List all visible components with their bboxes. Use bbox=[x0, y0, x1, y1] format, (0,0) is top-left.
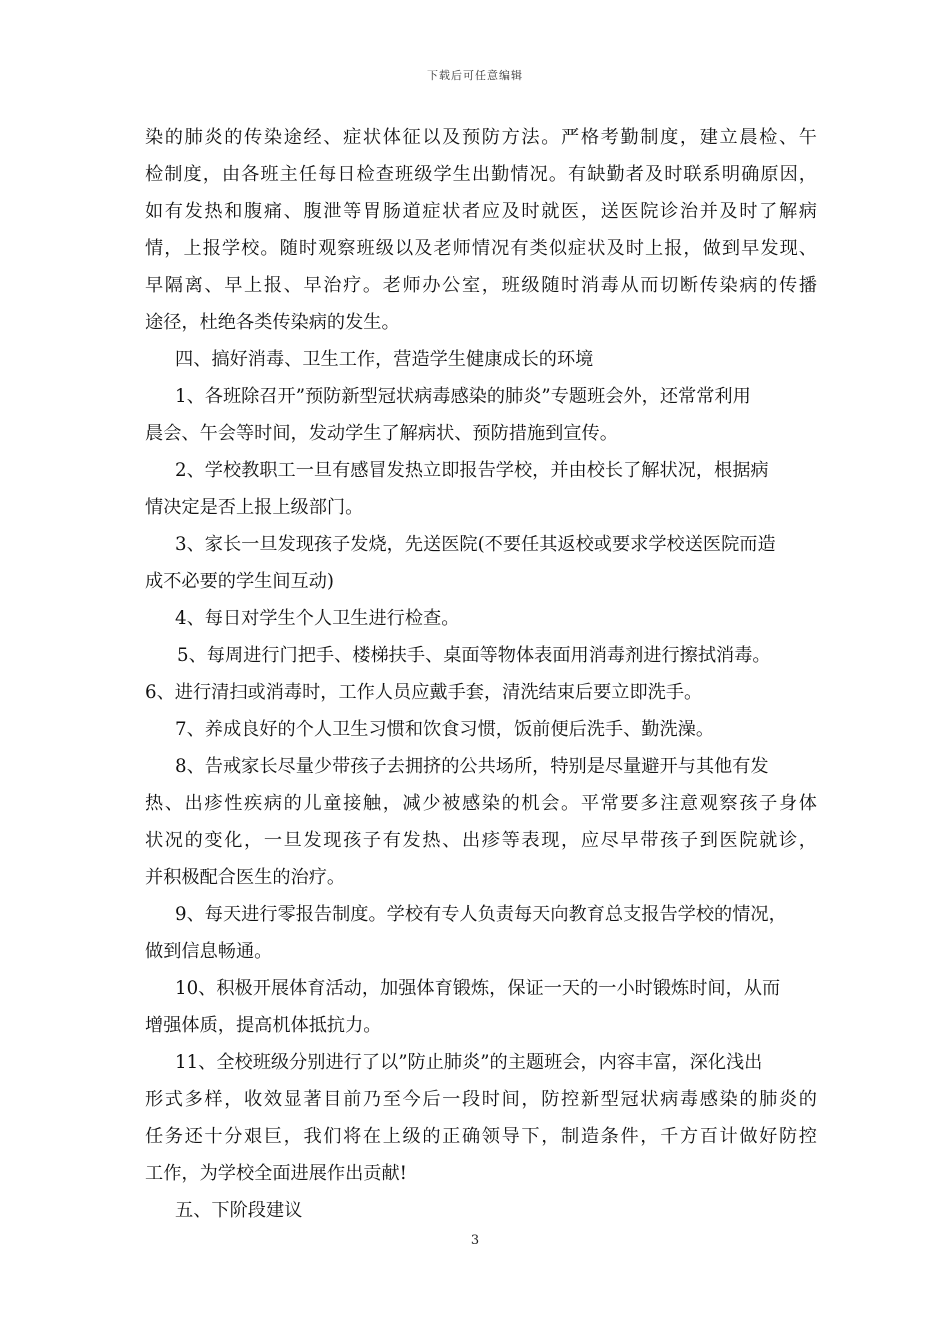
text-line: 形式多样，收效显著目前乃至今后一段时间，防控新型冠状病毒感染的肺炎的 bbox=[145, 1089, 817, 1110]
text-line: 4、每日对学生个人卫生进行检查。 bbox=[175, 608, 460, 629]
text-line: 1、各班除召开”预防新型冠状病毒感染的肺炎”专题班会外，还常常利用 bbox=[175, 386, 751, 407]
text-line: 工作，为学校全面进展作出贡献! bbox=[145, 1163, 407, 1184]
text-line: 5、每周进行门把手、楼梯扶手、桌面等物体表面用消毒剂进行擦拭消毒。 bbox=[177, 645, 771, 666]
text-line: 状况的变化，一旦发现孩子有发热、出疹等表现，应尽早带孩子到医院就诊， bbox=[145, 830, 817, 851]
text-line: 增强体质，提高机体抵抗力。 bbox=[145, 1015, 382, 1036]
text-line: 3、家长一旦发现孩子发烧，先送医院(不要任其返校或要求学校送医院而造 bbox=[175, 534, 776, 555]
text-line: 成不必要的学生间互动) bbox=[145, 571, 334, 592]
body-text bbox=[145, 119, 817, 1229]
section-heading: 四、搞好消毒、卫生工作，营造学生健康成长的环境 bbox=[175, 349, 594, 370]
text-line: 情，上报学校。随时观察班级以及老师情况有类似症状及时上报，做到早发现、 bbox=[145, 238, 817, 259]
text-line: 2、学校教职工一旦有感冒发热立即报告学校，并由校长了解状况，根据病 bbox=[175, 460, 769, 481]
text-line: 晨会、午会等时间，发动学生了解病状、预防措施到宣传。 bbox=[145, 423, 618, 444]
text-line: 染的肺炎的传染途经、症状体征以及预防方法。严格考勤制度，建立晨检、午 bbox=[145, 127, 817, 148]
text-line: 早隔离、早上报、早治疗。老师办公室，班级随时消毒从而切断传染病的传播 bbox=[145, 275, 817, 296]
text-line: 检制度，由各班主任每日检查班级学生出勤情况。有缺勤者及时联系明确原因， bbox=[145, 164, 817, 185]
text-line: 情决定是否上报上级部门。 bbox=[145, 497, 364, 518]
text-line: 任务还十分艰巨，我们将在上级的正确领导下，制造条件，千方百计做好防控 bbox=[145, 1126, 817, 1147]
section-heading: 五、下阶段建议 bbox=[175, 1200, 303, 1221]
text-line: 7、养成良好的个人卫生习惯和饮食习惯，饭前便后洗手、勤洗澡。 bbox=[175, 719, 715, 740]
text-line: 并积极配合医生的治疗。 bbox=[145, 867, 346, 888]
text-line: 如有发热和腹痛、腹泄等胃肠道症状者应及时就医，送医院诊治并及时了解病 bbox=[145, 201, 817, 222]
text-line: 6、进行清扫或消毒时，工作人员应戴手套，清洗结束后要立即洗手。 bbox=[145, 682, 703, 703]
text-line: 9、每天进行零报告制度。学校有专人负责每天向教育总支报告学校的情况， bbox=[175, 904, 787, 925]
page-number: 3 bbox=[470, 1233, 480, 1248]
header-note: 下载后可任意编辑 bbox=[427, 69, 523, 82]
text-line: 10、积极开展体育活动，加强体育锻炼，保证一天的一小时锻炼时间，从而 bbox=[175, 978, 781, 999]
text-line: 做到信息畅通。 bbox=[145, 941, 273, 962]
text-line: 途径，杜绝各类传染病的发生。 bbox=[145, 312, 400, 333]
text-line: 11、全校班级分别进行了以”防止肺炎”的主题班会，内容丰富，深化浅出 bbox=[175, 1052, 763, 1073]
text-line: 热、出疹性疾病的儿童接触，减少被感染的机会。平常要多注意观察孩子身体 bbox=[145, 793, 817, 814]
text-line: 8、告戒家长尽量少带孩子去拥挤的公共场所，特别是尽量避开与其他有发 bbox=[175, 756, 769, 777]
